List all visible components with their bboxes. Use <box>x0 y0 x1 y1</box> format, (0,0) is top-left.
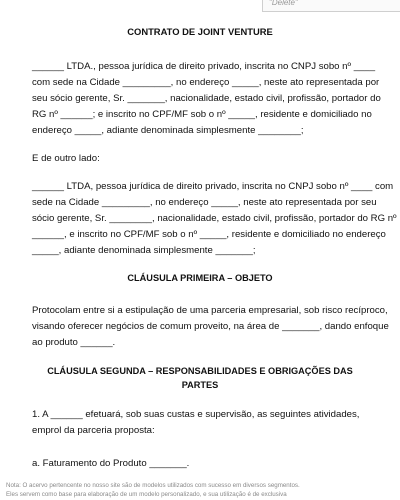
clause2-title-line-1: CLÁUSULA SEGUNDA – RESPONSABILIDADES E OBRIGAÇÕES DAS <box>47 366 353 376</box>
corner-tag <box>262 0 400 12</box>
other-side-label: E de outro lado: <box>32 153 100 164</box>
party1-line-1: ______ LTDA., pessoa jurídica de direito privado, inscrita no CNPJ sobo nº ____ <box>32 61 376 72</box>
party1-line-4: RG nº ______; e inscrito no CPF/MF sob o nº _____, residente e domiciliado no <box>32 109 372 120</box>
party2-line-4: ______, e inscrito no CPF/MF sob o nº _____, residente e domiciliado no endereço <box>32 229 386 240</box>
corner-tag-text: "Delete" <box>269 0 298 7</box>
clause2-line-1: 1. A ______ efetuará, sob suas custas e supervisão, as seguintes atividades, <box>32 409 360 420</box>
footer-line-1: Nota: O acervo pertencente no nosso site são de modelos utilizados com sucesso em diversos segmentos. <box>6 482 300 489</box>
clause2-line-2: emprol da parceria proposta: <box>32 425 155 436</box>
document-title: CONTRATO DE JOINT VENTURE <box>127 26 273 37</box>
clause2-title-line-2: PARTES <box>181 380 219 390</box>
footer-line-2: Eles servem como base para elaboração de um modelo personalizado, e sua utilização é de exclusiva <box>6 491 287 498</box>
party2-line-3: sócio gerente, Sr. ________, nacionalidade, estado civil, profissão, portador do RG nº <box>32 213 397 224</box>
clause1-line-2: visando oferecer negócios de comum proveito, na área de _______, dando enfoque <box>32 321 389 332</box>
clause1-line-1: Protocolam entre si a estipulação de uma parceria empresarial, sob risco recíproco, <box>32 305 388 316</box>
party2-line-2: sede na Cidade _________, no endereço _____, neste ato representada por seu <box>32 197 377 208</box>
item-a: a. Faturamento do Produto _______. <box>32 458 190 469</box>
party1-line-2: com sede na Cidade _________, no endereço _____, neste ato representada por <box>32 77 380 88</box>
party1-line-3: seu sócio gerente, Sr. _______, nacionalidade, estado civil, profissão, portador do <box>32 93 381 104</box>
party1-line-5: endereço _____, adiante denominada simplesmente ________; <box>32 125 304 136</box>
clause1-title: CLÁUSULA PRIMEIRA – OBJETO <box>127 273 273 283</box>
clause1-line-3: ao produto ______. <box>32 337 116 348</box>
party2-line-1: ______ LTDA, pessoa jurídica de direito privado, inscrita no CNPJ sobo nº ____ com <box>32 181 394 192</box>
party2-line-5: _____, adiante denominada simplesmente _______; <box>32 245 256 256</box>
